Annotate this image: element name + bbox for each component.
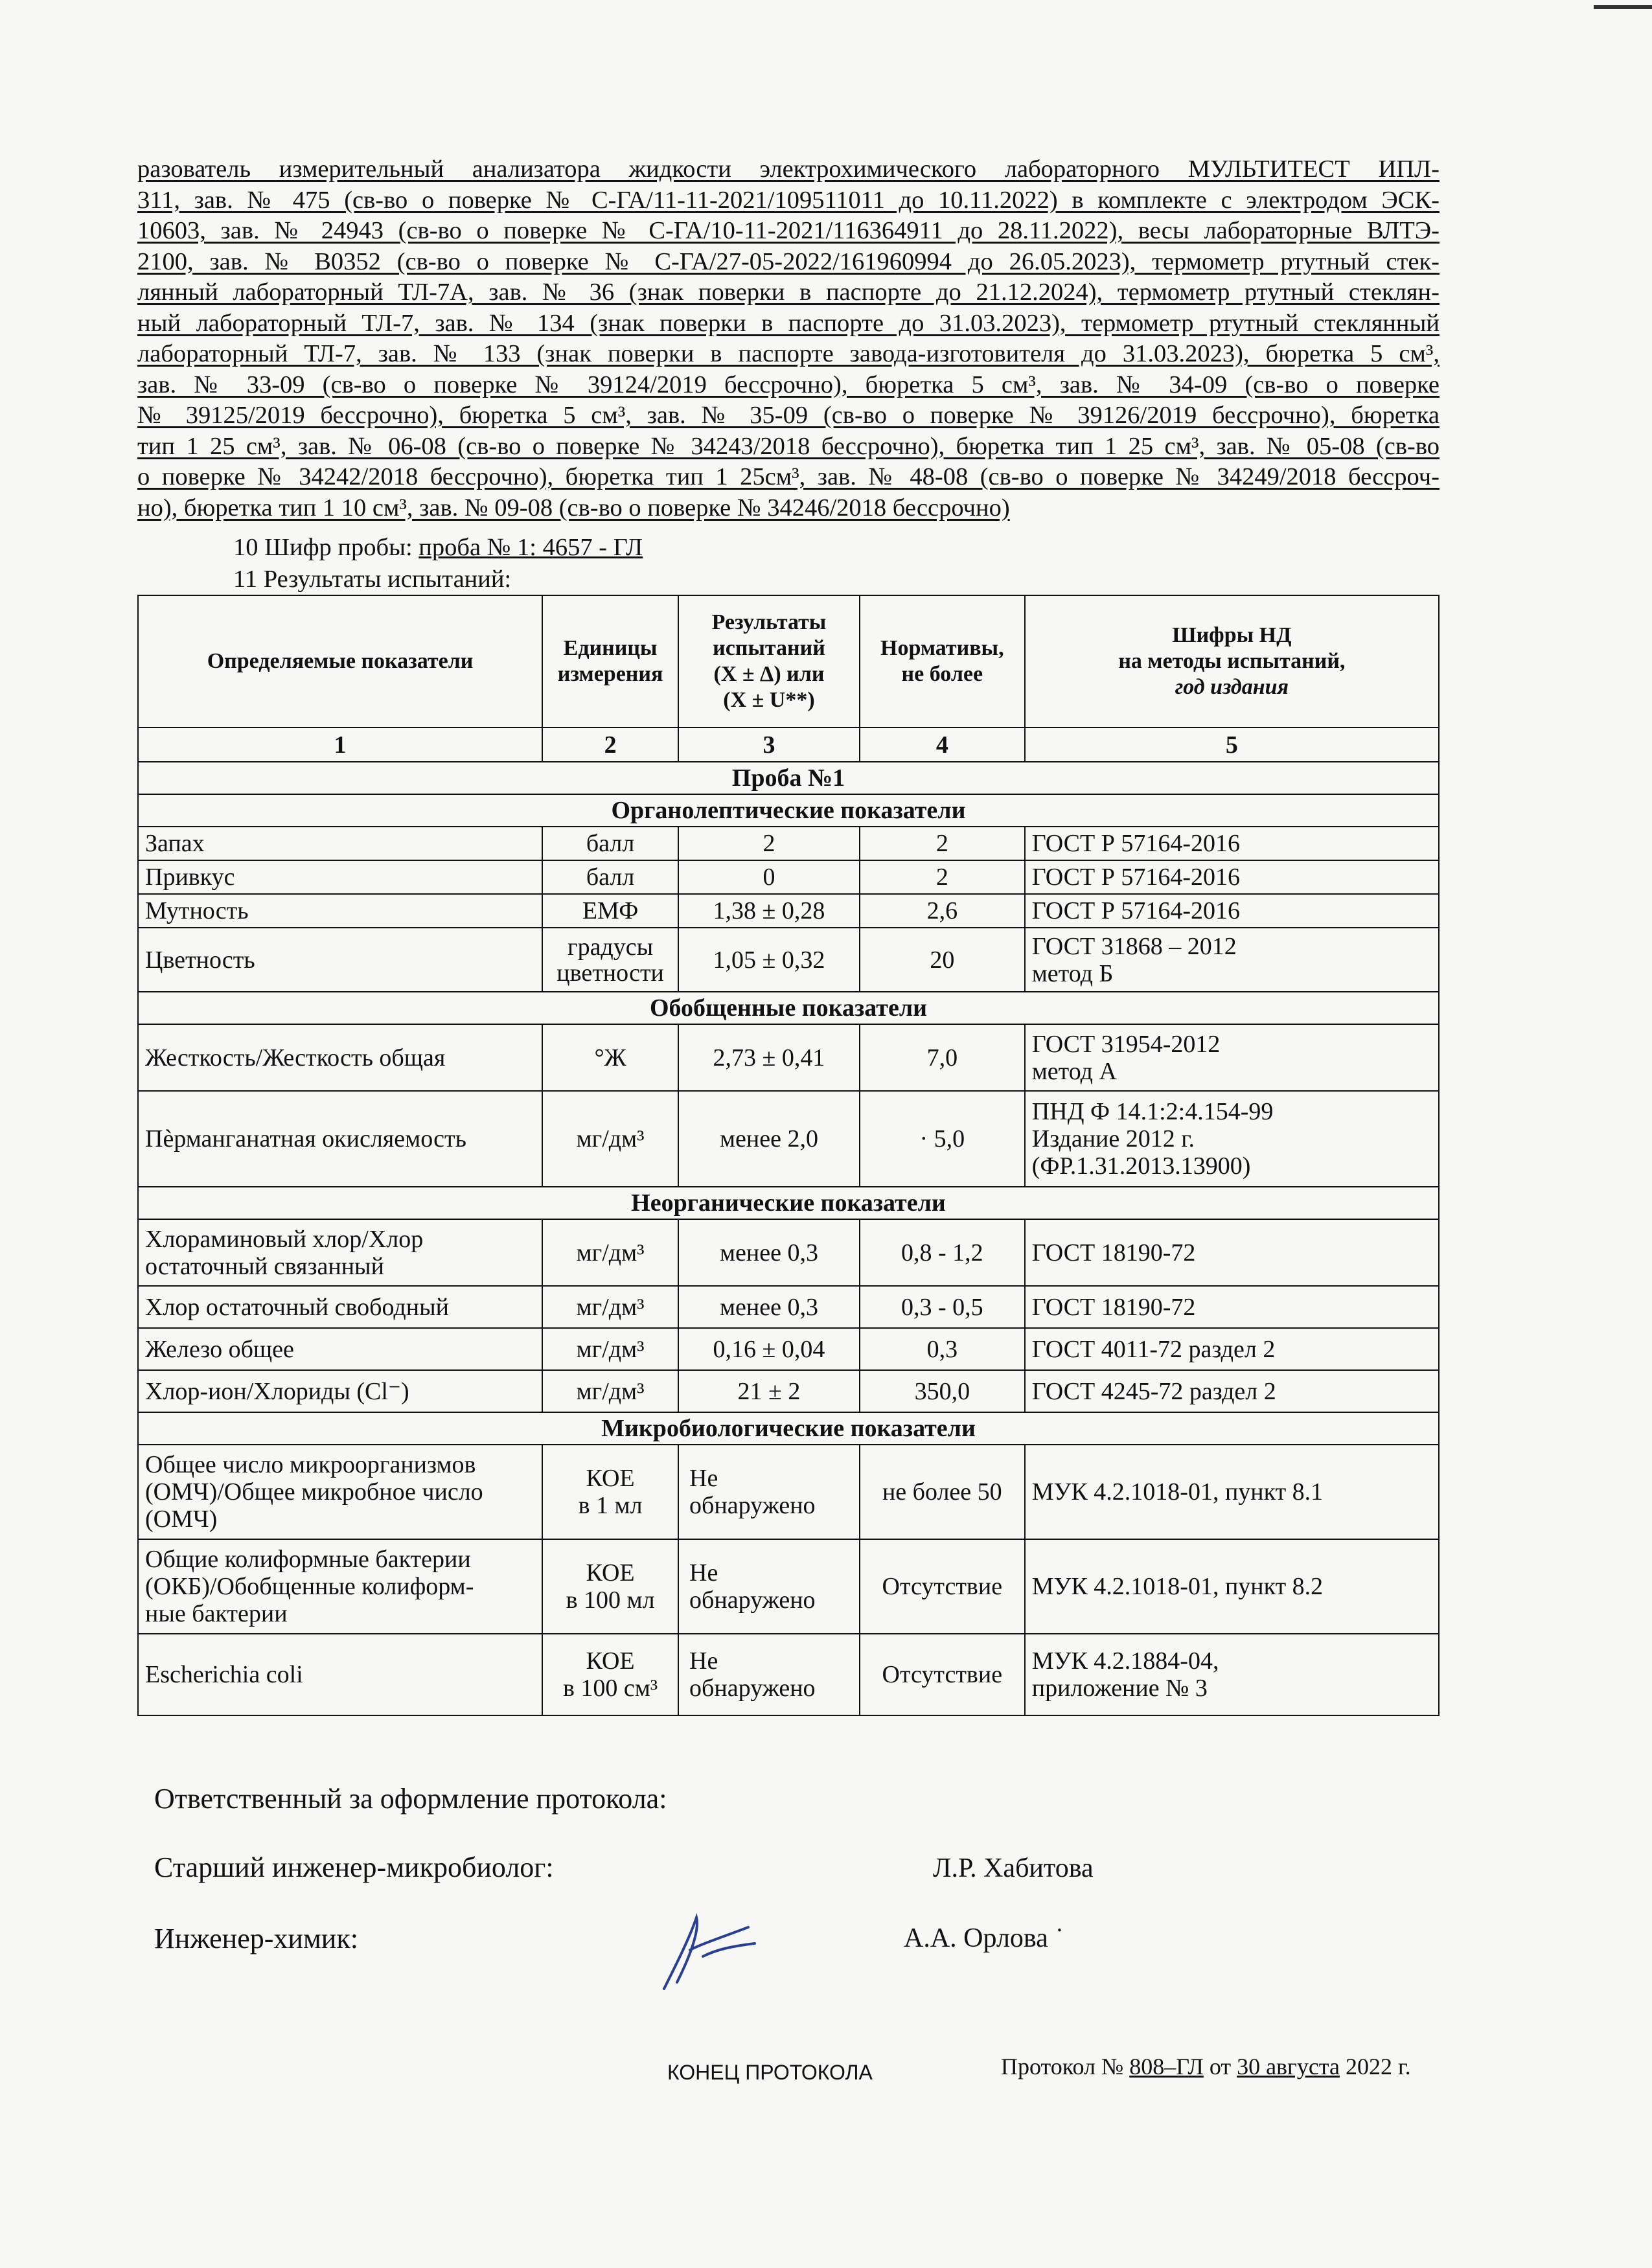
protocol-date: 30 августа — [1237, 2054, 1340, 2079]
indicator-line: Общие колиформные бактерии — [145, 1546, 471, 1573]
section-organoleptic: Органолептические показатели — [138, 794, 1439, 827]
sample-code-line — [233, 533, 643, 562]
unit-line: КОЕ — [586, 1647, 635, 1675]
cell-result — [678, 1445, 860, 1539]
table-row — [138, 1539, 1439, 1634]
column-number: 2 — [542, 727, 678, 762]
table-row — [138, 1219, 1439, 1286]
unit-line: в 1 мл — [578, 1492, 643, 1519]
unit-line: в 100 мл — [566, 1586, 655, 1614]
method-line: ПНД Ф 14.1:2:4.154-99 — [1031, 1098, 1274, 1125]
cell-norm: 7,0 — [860, 1024, 1025, 1091]
cell-norm: 20 — [860, 928, 1025, 992]
cell-result — [678, 1634, 860, 1715]
cell-indicator — [138, 1219, 542, 1286]
equipment-line: лянный лабораторный ТЛ-7А, зав. № 36 (знак поверки в паспорте до 21.12.2024), термометр ртутный стеклян- — [137, 279, 1440, 306]
table-row — [138, 1445, 1439, 1539]
header-methods-line: на методы испытаний, — [1118, 649, 1346, 673]
method-line: Издание 2012 г. — [1031, 1125, 1195, 1152]
sample-code-label: 10 Шифр пробы: — [233, 534, 419, 561]
cell-unit: балл — [542, 827, 678, 860]
cell-unit: мг/дм³ — [542, 1370, 678, 1412]
cell-method: ГОСТ Р 57164-2016 — [1025, 860, 1439, 894]
cell-norm: Отсутствие — [860, 1634, 1025, 1715]
column-number: 3 — [678, 727, 860, 762]
cell-result — [678, 1539, 860, 1634]
cell-norm: 0,3 — [860, 1328, 1025, 1370]
cell-method: МУК 4.2.1018-01, пункт 8.1 — [1025, 1445, 1439, 1539]
cell-method: ГОСТ 18190-72 — [1025, 1219, 1439, 1286]
header-methods — [1025, 595, 1439, 727]
protocol-mid: от — [1203, 2054, 1237, 2079]
table-row — [138, 827, 1439, 860]
cell-indicator: Запах — [138, 827, 542, 860]
method-line: МУК 4.2.1884-04, — [1031, 1647, 1219, 1675]
cell-method: ГОСТ 4011-72 раздел 2 — [1025, 1328, 1439, 1370]
indicator-line: Хлораминовый хлор/Хлор — [145, 1225, 424, 1253]
cell-method: МУК 4.2.1018-01, пункт 8.2 — [1025, 1539, 1439, 1634]
cell-norm: 0,3 - 0,5 — [860, 1286, 1025, 1328]
method-line: метод Б — [1031, 959, 1114, 987]
protocol-year: 2022 г. — [1339, 2054, 1411, 2079]
table-row — [138, 1634, 1439, 1715]
results-label: 11 Результаты испытаний: — [233, 566, 512, 593]
cell-unit: мг/дм³ — [542, 1286, 678, 1328]
table-row — [138, 860, 1439, 894]
cell-indicator: Хлор-ион/Хлориды (Cl⁻) — [138, 1370, 542, 1412]
equipment-line: 311, зав. № 475 (св-во о поверке № С-ГА/11-11-2021/109511011 до 10.11.2022) в комплекте с электродом ЭСК- — [137, 186, 1440, 214]
cell-result: 1,38 ± 0,28 — [678, 894, 860, 928]
cell-result: менее 0,3 — [678, 1219, 860, 1286]
header-methods-line: год издания — [1175, 675, 1289, 699]
scan-edge-mark — [1594, 5, 1652, 9]
micro-name: Л.Р. Хабитова — [933, 1853, 1094, 1883]
equipment-line: разователь измерительный анализатора жидкости электрохимического лабораторного МУЛЬТИТЕСТ ИПЛ- — [137, 155, 1440, 183]
cell-unit: °Ж — [542, 1024, 678, 1091]
unit-line: КОЕ — [586, 1465, 635, 1492]
section-row — [138, 1187, 1439, 1219]
method-line: ГОСТ 31868 – 2012 — [1031, 932, 1237, 960]
indicator-line: остаточный связанный — [145, 1252, 384, 1280]
table-row — [138, 1370, 1439, 1412]
indicator-line: (ОМЧ)/Общее микробное число — [145, 1478, 483, 1506]
cell-norm: 2 — [860, 827, 1025, 860]
cell-indicator: Escherichia coli — [138, 1634, 542, 1715]
method-line: метод А — [1031, 1057, 1117, 1085]
cell-indicator: Хлор остаточный свободный — [138, 1286, 542, 1328]
header-results-line: (Х ± Δ) или — [713, 662, 825, 686]
table-row — [138, 1286, 1439, 1328]
equipment-paragraph — [137, 154, 1440, 523]
cell-norm: Отсутствие — [860, 1539, 1025, 1634]
column-number: 1 — [138, 727, 542, 762]
cell-result: 0,16 ± 0,04 — [678, 1328, 860, 1370]
header-units: Единицы измерения — [542, 595, 678, 727]
indicator-line: (ОМЧ) — [145, 1506, 218, 1533]
handwritten-signature-icon — [651, 1911, 761, 2002]
cell-indicator: Цветность — [138, 928, 542, 992]
end-of-protocol: КОНЕЦ ПРОТОКОЛА — [667, 2061, 873, 2084]
responsible-label: Ответственный за оформление протокола: — [154, 1783, 667, 1815]
cell-norm: 2,6 — [860, 894, 1025, 928]
result-line: Не — [689, 1465, 718, 1492]
method-line: ГОСТ 31954-2012 — [1031, 1030, 1221, 1058]
result-line: Не — [689, 1559, 718, 1586]
cell-unit: градусы цветности — [542, 928, 678, 992]
cell-unit — [542, 1445, 678, 1539]
column-numbers-row — [138, 727, 1439, 762]
equipment-line: 2100, зав. № В0352 (св-во о поверке № С-ГА/27-05-2022/161960994 до 26.05.2023), термометр ртутный стек- — [137, 247, 1440, 275]
equipment-line: но), бюретка тип 1 10 см³, зав. № 09-08 (св-во о поверке № 34246/2018 бессрочно) — [137, 494, 1010, 521]
table-row — [138, 1328, 1439, 1370]
cell-method: ГОСТ Р 57164-2016 — [1025, 827, 1439, 860]
chem-name: А.А. Орлова ˙ — [904, 1923, 1064, 1953]
table-row — [138, 1091, 1439, 1187]
result-line: обнаружено — [689, 1586, 816, 1614]
table-header-row — [138, 595, 1439, 727]
cell-indicator: Пѐрманганатная окисляемость — [138, 1091, 542, 1187]
header-indicator: Определяемые показатели — [138, 595, 542, 727]
indicator-line: Общее число микроорганизмов — [145, 1451, 476, 1478]
header-methods-line: Шифры НД — [1172, 623, 1292, 647]
column-number: 4 — [860, 727, 1025, 762]
method-line: приложение № 3 — [1031, 1675, 1208, 1702]
section-row — [138, 794, 1439, 827]
result-line: обнаружено — [689, 1675, 816, 1702]
cell-unit — [542, 1539, 678, 1634]
unit-line: КОЕ — [586, 1559, 635, 1586]
section-micro: Микробиологические показатели — [138, 1412, 1439, 1445]
indicator-line: ные бактерии — [145, 1600, 288, 1627]
results-table — [137, 595, 1440, 1716]
cell-norm: 2 — [860, 860, 1025, 894]
sample-title: Проба №1 — [138, 762, 1439, 794]
unit-line: в 100 см³ — [562, 1675, 658, 1702]
cell-unit: мг/дм³ — [542, 1328, 678, 1370]
equipment-line: № 39125/2019 бессрочно), бюретка 5 см³, зав. № 35-09 (св-во о поверке № 39126/2019 бессрочно), бюретка — [137, 402, 1440, 429]
result-line: обнаружено — [689, 1492, 816, 1519]
header-results-line: (Х ± U**) — [723, 688, 815, 712]
cell-norm: 0,8 - 1,2 — [860, 1219, 1025, 1286]
protocol-number: 808–ГЛ — [1129, 2054, 1204, 2079]
cell-method: ГОСТ Р 57164-2016 — [1025, 894, 1439, 928]
equipment-line: зав. № 33-09 (св-во о поверке № 39124/2019 бессрочно), бюретка 5 см³, зав. № 34-09 (св-во о поверке — [137, 371, 1440, 398]
micro-role-label: Старший инженер-микробиолог: — [154, 1851, 554, 1883]
cell-indicator — [138, 1445, 542, 1539]
cell-norm: · 5,0 — [860, 1091, 1025, 1187]
cell-indicator: Железо общее — [138, 1328, 542, 1370]
section-row — [138, 992, 1439, 1024]
cell-result: менее 0,3 — [678, 1286, 860, 1328]
cell-indicator: Жесткость/Жесткость общая — [138, 1024, 542, 1091]
cell-result: 0 — [678, 860, 860, 894]
cell-unit: ЕМФ — [542, 894, 678, 928]
table-row — [138, 894, 1439, 928]
column-number: 5 — [1025, 727, 1439, 762]
cell-result: 2 — [678, 827, 860, 860]
cell-result: 2,73 ± 0,41 — [678, 1024, 860, 1091]
equipment-line: лабораторный ТЛ-7, зав. № 133 (знак поверки в паспорте завода-изготовителя до 31.03.2023), бюретка 5 см³, — [137, 340, 1440, 367]
cell-unit — [542, 1634, 678, 1715]
equipment-line: о поверке № 34242/2018 бессрочно), бюретка тип 1 25см³, зав. № 48-08 (св-во о поверке № 34249/2018 бессроч- — [137, 463, 1440, 490]
cell-norm: не более 50 — [860, 1445, 1025, 1539]
indicator-line: (ОКБ)/Обобщенные колиформ- — [145, 1573, 474, 1600]
chem-role-label: Инженер-химик: — [154, 1923, 358, 1954]
equipment-line: 10603, зав. № 24943 (св-во о поверке № С-ГА/10-11-2021/116364911 до 28.11.2022), весы лабораторные ВЛТЭ- — [137, 217, 1440, 244]
section-inorganic: Неорганические показатели — [138, 1187, 1439, 1219]
header-norms: Нормативы, не более — [860, 595, 1025, 727]
cell-indicator: Привкус — [138, 860, 542, 894]
equipment-line: тип 1 25 см³, зав. № 06-08 (св-во о поверке № 34243/2018 бессрочно), бюретка тип 1 25 см³, зав. № 05-08 (св-во — [137, 432, 1440, 460]
section-general: Обобщенные показатели — [138, 992, 1439, 1024]
protocol-prefix: Протокол № — [1001, 2054, 1130, 2079]
header-results — [678, 595, 860, 727]
cell-norm: 350,0 — [860, 1370, 1025, 1412]
cell-indicator: Мутность — [138, 894, 542, 928]
sample-title-row — [138, 762, 1439, 794]
cell-indicator — [138, 1539, 542, 1634]
cell-method: ГОСТ 18190-72 — [1025, 1286, 1439, 1328]
sample-code-value: проба № 1: 4657 - ГЛ — [419, 534, 643, 561]
cell-method: ГОСТ 4245-72 раздел 2 — [1025, 1370, 1439, 1412]
cell-result: 1,05 ± 0,32 — [678, 928, 860, 992]
header-results-line: Результаты испытаний — [711, 610, 827, 660]
cell-result: 21 ± 2 — [678, 1370, 860, 1412]
cell-method — [1025, 928, 1439, 992]
result-line: Не — [689, 1647, 718, 1675]
cell-unit: мг/дм³ — [542, 1091, 678, 1187]
table-row — [138, 1024, 1439, 1091]
cell-result: менее 2,0 — [678, 1091, 860, 1187]
cell-method — [1025, 1091, 1439, 1187]
protocol-reference — [1001, 2053, 1411, 2080]
cell-method — [1025, 1024, 1439, 1091]
table-row — [138, 928, 1439, 992]
section-row — [138, 1412, 1439, 1445]
equipment-line: ный лабораторный ТЛ-7, зав. № 134 (знак поверки в паспорте до 31.03.2023), термометр ртутный стеклянный — [137, 309, 1440, 337]
cell-unit: мг/дм³ — [542, 1219, 678, 1286]
method-line: (ФР.1.31.2013.13900) — [1031, 1152, 1251, 1180]
cell-method — [1025, 1634, 1439, 1715]
cell-unit: балл — [542, 860, 678, 894]
